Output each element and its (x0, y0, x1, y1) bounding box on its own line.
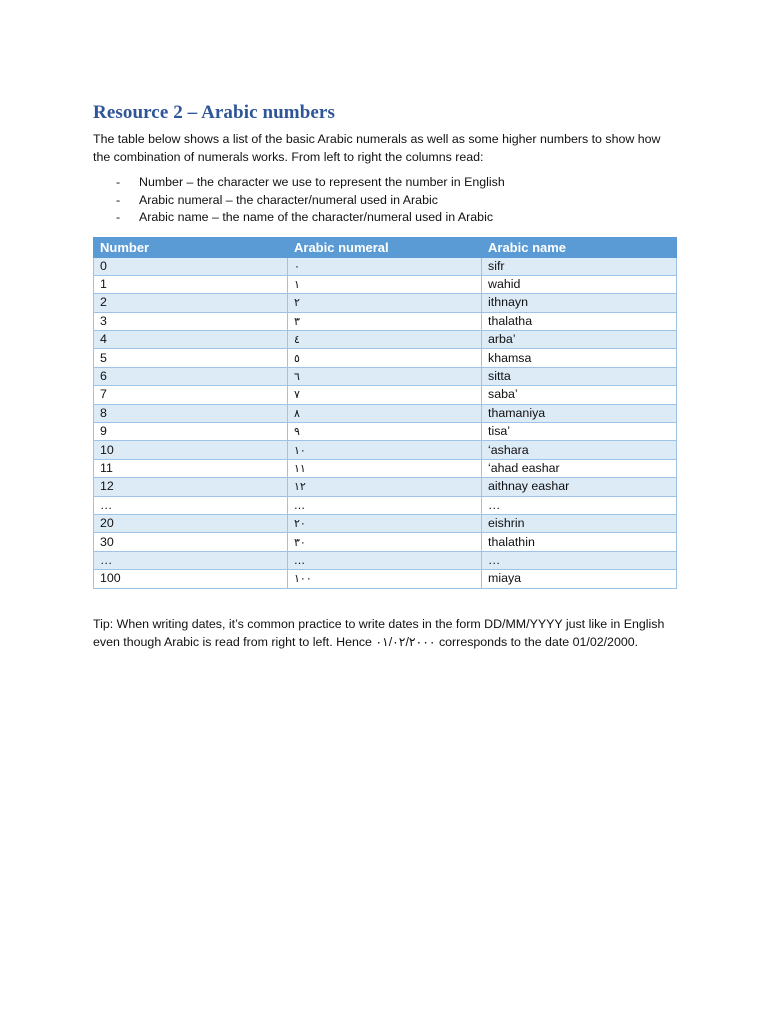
cell-arabic-name: … (482, 551, 677, 569)
bullet-dash: - (116, 192, 121, 207)
table-row (94, 570, 677, 588)
cell-number: 3 (94, 312, 288, 330)
table-row (94, 404, 677, 422)
table-row (94, 551, 677, 569)
cell-number: 7 (94, 386, 288, 404)
cell-number: 30 (94, 533, 288, 551)
cell-arabic-name: wahid (482, 275, 677, 293)
cell-arabic-numeral: ٧ (288, 386, 482, 404)
bullet-dash: - (116, 175, 121, 189)
table-row (94, 459, 677, 477)
list-item (93, 209, 676, 227)
table-row (94, 331, 677, 349)
cell-arabic-numeral: ٦ (288, 367, 482, 385)
cell-number: 4 (94, 331, 288, 349)
list-item-text: Number – the character we use to represent the number in English (139, 175, 505, 189)
cell-arabic-name: sifr (482, 257, 677, 275)
tip-text-before: Tip: When writing dates, it’s common practice to write dates in the form DD/MM/YYYY just like in English even though Arabic is read from right to left. Hence (93, 616, 665, 650)
cell-arabic-name: khamsa (482, 349, 677, 367)
cell-arabic-name: eishrin (482, 514, 677, 532)
arabic-numbers-table (93, 237, 677, 589)
cell-number: 8 (94, 404, 288, 422)
cell-number: … (94, 551, 288, 569)
cell-arabic-numeral: ٢٠ (288, 514, 482, 532)
table-row (94, 441, 677, 459)
table-row (94, 312, 677, 330)
cell-number: 5 (94, 349, 288, 367)
list-item (93, 174, 676, 192)
table-row (94, 349, 677, 367)
cell-arabic-name: ithnayn (482, 294, 677, 312)
table-row (94, 257, 677, 275)
cell-number: 20 (94, 514, 288, 532)
column-header-arabic-numeral: Arabic numeral (288, 237, 482, 257)
list-item-text: Arabic numeral – the character/numeral used in Arabic (139, 192, 438, 207)
cell-arabic-name: miaya (482, 570, 677, 588)
cell-arabic-name: ‘ashara (482, 441, 677, 459)
cell-number: 6 (94, 367, 288, 385)
cell-arabic-name: arba’ (482, 331, 677, 349)
list-item-text: Arabic name – the name of the character/numeral used in Arabic (139, 210, 494, 224)
cell-arabic-numeral: ٥ (288, 349, 482, 367)
document-page (93, 100, 676, 664)
cell-arabic-numeral: ٣٠ (288, 533, 482, 551)
table-row (94, 533, 677, 551)
table-row (94, 423, 677, 441)
cell-arabic-numeral: ١٠ (288, 441, 482, 459)
table-row (94, 367, 677, 385)
cell-arabic-numeral: … (288, 496, 482, 514)
cell-arabic-numeral: ٩ (288, 423, 482, 441)
cell-arabic-numeral: ٨ (288, 404, 482, 422)
tip-paragraph (93, 615, 676, 652)
table-header-row (94, 237, 677, 257)
tip-arabic-date: ٠١/٠٢/٢٠٠٠ (375, 635, 436, 650)
cell-arabic-name: ‘ahad eashar (482, 459, 677, 477)
table-row (94, 496, 677, 514)
column-header-arabic-name: Arabic name (482, 237, 677, 257)
cell-number: 100 (94, 570, 288, 588)
cell-arabic-numeral: ١٠٠ (288, 570, 482, 588)
cell-arabic-numeral: … (288, 551, 482, 569)
cell-arabic-numeral: ٠ (288, 257, 482, 275)
intro-paragraph: The table below shows a list of the basic Arabic numerals as well as some higher numbers to show how the combination of numerals works. From left to right the columns read: (93, 132, 661, 164)
cell-arabic-name: thalatha (482, 312, 677, 330)
cell-number: 0 (94, 257, 288, 275)
table-row (94, 275, 677, 293)
cell-arabic-numeral: ٢ (288, 294, 482, 312)
cell-number: … (94, 496, 288, 514)
cell-arabic-name: saba’ (482, 386, 677, 404)
cell-arabic-numeral: ٤ (288, 331, 482, 349)
page-title: Resource 2 – Arabic numbers (93, 102, 335, 123)
table-row (94, 478, 677, 496)
cell-arabic-name: … (482, 496, 677, 514)
cell-arabic-name: thamaniya (482, 404, 677, 422)
cell-arabic-name: sitta (482, 367, 677, 385)
cell-arabic-name: thalathin (482, 533, 677, 551)
cell-arabic-numeral: ١ (288, 275, 482, 293)
cell-arabic-numeral: ١١ (288, 459, 482, 477)
cell-arabic-numeral: ١٢ (288, 478, 482, 496)
tip-text-after: corresponds to the date 01/02/2000. (435, 635, 639, 650)
cell-number: 9 (94, 423, 288, 441)
list-item (93, 192, 676, 210)
column-description-list (93, 174, 676, 227)
table-row (94, 514, 677, 532)
table-row (94, 294, 677, 312)
cell-number: 10 (94, 441, 288, 459)
bullet-dash: - (116, 210, 121, 224)
table-body (94, 257, 677, 588)
cell-arabic-name: aithnay eashar (482, 478, 677, 496)
table-row (94, 386, 677, 404)
cell-arabic-numeral: ٣ (288, 312, 482, 330)
cell-number: 2 (94, 294, 288, 312)
cell-number: 12 (94, 478, 288, 496)
column-header-number: Number (94, 237, 288, 257)
cell-arabic-name: tisa’ (482, 423, 677, 441)
cell-number: 11 (94, 459, 288, 477)
cell-number: 1 (94, 275, 288, 293)
